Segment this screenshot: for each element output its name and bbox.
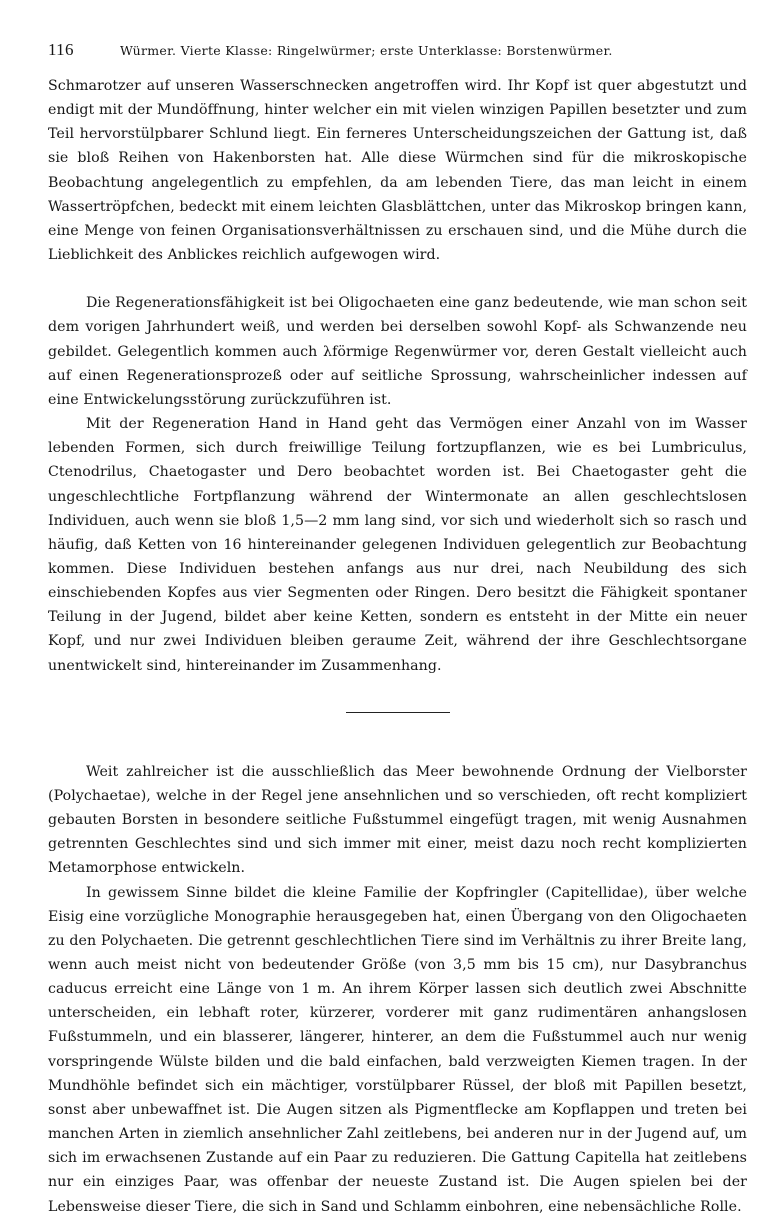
paragraph-capitellidae: In gewissem Sinne bildet die kleine Familie der Kopfringler (Capitellidae), über welche Eisig eine vorzügliche Monographie herausgegeben hat, einen Übergang von den Oligochaeten zu den Polychaeten. Die getrennt geschlechtlichen Tiere sind im Verhältnis zu ihrer Breite lang, wenn auch meist nicht von bedeutender Größe (von 3,5 mm bis 15 cm), nur Dasybranchus caducus erreicht eine Länge von 1 m. An ihrem Körper lassen sich deutlich zwei Abschnitte unterscheiden, ein lebhaft roter, kürzerer, vorderer mit ganz rudimentären anhangslosen Fußstummeln, und ein blasserer, längerer, hinterer, an dem die Fußstummel auch nur wenig vorspringende Wülste bilden und die bald einfachen, bald verzweigten Kiemen tragen. In der Mundhöhle befindet sich ein mächtiger, vorstülpbarer Rüssel, der bloß mit Papillen besetzt, sonst aber unbewaffnet ist. Die Augen sitzen als Pigmentflecke am Kopflappen und treten bei manchen Arten in ziemlich ansehnlicher Zahl zeitlebens, bei anderen nur in der Jugend auf, um sich im erwachsenen Zustande auf ein Paar zu reduzieren. Die Gattung Capitella hat zeitlebens nur ein einziges Paar, was offenbar der neueste Zustand ist. Die Augen spielen bei der Lebensweise dieser Tiere, die sich in Sand und Schlamm einbohren, eine nebensächliche Rolle. [48, 884, 747, 1215]
paragraph-continuation: Schmarotzer auf unseren Wasserschnecken angetroffen wird. Ihr Kopf ist quer abgestutzt und endigt mit der Mundöffnung, hinter welcher ein mit vielen winzigen Papillen besetzter und zum Teil hervorstülpbarer Schlund liegt. Ein ferneres Unterscheidungszeichen der Gattung ist, daß sie bloß Reihen von Hakenborsten hat. Alle diese Würmchen sind für die mikroskopische Beobachtung angelegentlich zu empfehlen, da am lebenden Tiere, das man leicht in einem Wassertröpfchen, bedeckt mit einem leichten Glasblättchen, unter das Mikroskop bringen kann, eine Menge von feinen Organisationsverhältnissen zu erschauen sind, und die Mühe durch die Lieblichkeit des Anblickes reichlich aufgewogen wird. [48, 78, 748, 264]
paragraph-polychaetae: Weit zahlreicher ist die ausschließlich das Meer bewohnende Ordnung der Vielborster (Polychaetae), welche in der Regel jene ansehnlichen und so verschieden, oft recht kompliziert gebauten Borsten in besondere seitliche Fußstummel eingefügt tragen, mit wenig Ausnahmen getrennten Geschlechtes sind und sich immer mit einer, meist dazu noch recht komplizierten Metamorphose entwickeln. [48, 763, 747, 877]
section-spacer [48, 744, 747, 760]
running-header [48, 40, 747, 74]
paragraph-regeneration: Die Regenerationsfähigkeit ist bei Oligochaeten eine ganz bedeutende, wie man schon seit dem vorigen Jahrhundert weiß, und werden bei derselben sowohl Kopf- als Schwanzende neu gebildet. Gelegentlich kommen auch λförmige Regenwürmer vor, deren Gestalt vielleicht auch auf einen Regenerationsprozeß oder auf seitliche Sprossung, wahrscheinlicher indessen auf eine Entwickelungsstörung zurückzuführen ist. [48, 295, 747, 408]
page-number: 116 [48, 40, 74, 59]
running-title: Würmer. Vierte Klasse: Ringelwürmer; erste Unterklasse: Borstenwürmer. [120, 43, 613, 58]
paragraph-division: Mit der Regeneration Hand in Hand geht das Vermögen einer Anzahl von im Wasser lebenden Formen, sich durch freiwillige Teilung fortzupflanzen, wie es bei Lumbriculus, Ctenodrilus, Chaetogaster und Dero beobachtet worden ist. Bei Chaetogaster geht die ungeschlechtliche Fortpflanzung während der Wintermonate an allen geschlechtslosen Individuen, auch wenn sie bloß 1,5—2 mm lang sind, vor sich und wiederholt sich so rasch und häufig, daß Ketten von 16 hintereinander gelegenen Individuen gelegentlich zur Beobachtung kommen. Diese Individuen bestehen anfangs aus nur drei, nach Neubildung des sich einschiebenden Kopfes aus vier Segmenten oder Ringen. Dero besitzt die Fähigkeit spontaner Teilung in der Jugend, bildet aber keine Ketten, sondern es entsteht in der Mitte ein neuer Kopf, und nur zwei Individuen bleiben geraume Zeit, während der ihre Geschlechtsorgane unentwickelt sind, hintereinander im Zusammenhang. [48, 416, 747, 674]
section-divider [346, 712, 450, 713]
section-divider-area [48, 678, 747, 744]
paragraph-spacer [48, 267, 747, 291]
